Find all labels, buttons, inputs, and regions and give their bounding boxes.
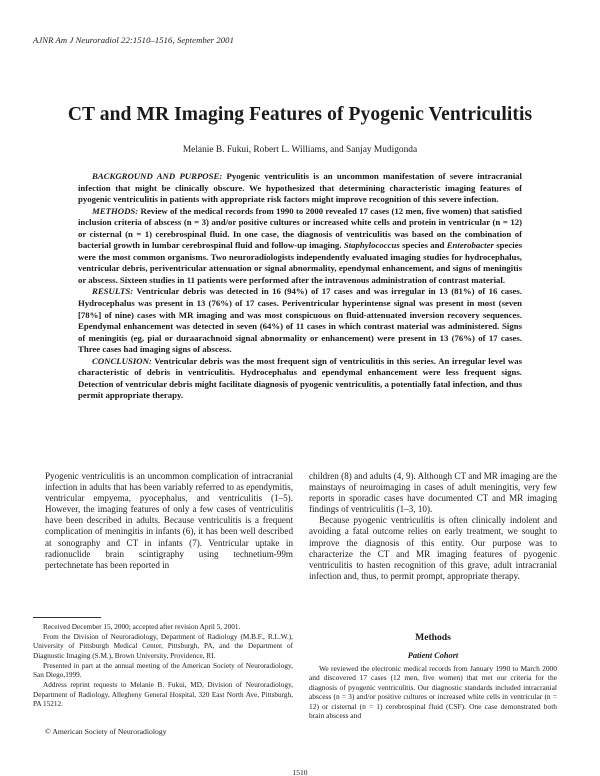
methods-paragraph: We reviewed the electronic medical records from January 1990 to March 2000 and discovered 17 cases (12 men, five women) that met our criteria for the diagnosis of pyogenic ventriculitis. Our diagnostic standards included intracranial abscess (n = 3) and/or positive cultures or increased white cells in ventricular (n = 12) or cisternal (n = 1) cerebrospinal fluid (CSF). One case demonstrated both brain abscess and (309, 664, 557, 721)
abstract-results-heading: RESULTS: (92, 286, 134, 297)
footnote-reprints: Address reprint requests to Melanie B. Fukui, MD, Division of Neuroradiology, Department of Radiology, Allegheny General Hospital, 320 East North Ave, Pittsburgh, PA 15212. (33, 681, 293, 709)
body-right-column (309, 471, 557, 582)
author-list: Melanie B. Fukui, Robert L. Williams, and Sanjay Mudigonda (182, 145, 418, 155)
page-number: 1510 (292, 768, 308, 776)
abstract-background-text: Pyogenic ventriculitis is an uncommon manifestation of severe intracranial infection that might be clinically obscure. We hypothesized that determining characteristic imaging features of pyogenic ventriculitis in patients with appropriate risk factors might improve recognition of this severe infection. (78, 171, 522, 205)
abstract-background-heading: BACKGROUND AND PURPOSE: (92, 171, 223, 181)
abstract-conclusion (78, 356, 522, 402)
abstract-methods-heading: METHODS: (92, 205, 139, 216)
article-title: CT and MR Imaging Features of Pyogenic Ventriculitis (67, 104, 533, 125)
copyright-line: © American Society of Neuroradiology (45, 727, 167, 736)
footnotes (33, 623, 293, 710)
intro-continuation: children (8) and adults (4, 9). Although CT and MR imaging are the mainstays of neuroimaging in cases of adult meningitis, very few reports in sporadic cases have documented CT and MR imaging findings of ventriculitis (1–3, 10). (309, 471, 557, 515)
footnote-rule (33, 617, 101, 618)
body-left-column (45, 471, 293, 571)
abstract-methods (78, 206, 522, 287)
footnote-received: Received December 15, 2000; accepted after revision April 5, 2001. (43, 623, 241, 631)
abstract-results-text: Ventricular debris was detected in 16 (94%) of 17 cases and was irregular in 13 (81%) of 16 cases. Hydrocephalus was present in 13 (76%) of 17 cases. Periventricular hyperintense signal was present in most (seven [78%] of nine) cases with MR imaging and was most conspicuous on fluid-attenuated inversion recovery sequences. Ependymal enhancement was detected in seven (64%) of 11 cases in which contrast material was administered. Signs of meningitis (eg, pial or duraarachnoid signal abnormality or enhancement) were present in 13 (76%) of 17 cases. Three cases had imaging signs of abscess. (78, 286, 522, 355)
organism-staphylococcus: Staphylococcus (343, 240, 400, 251)
footnote-presented: Presented in part at the annual meeting of the American Society of Neuroradiology, San Diego,1999. (33, 661, 293, 680)
running-head: AJNR Am J Neuroradiol 22:1510–1516, September 2001 (33, 35, 234, 45)
abstract-background (78, 171, 522, 206)
abstract-methods-text: Review of the medical records from 1990 to 2000 revealed 17 cases (12 men, five women) that satisfied inclusion criteria of abscess (n = 3) and/or positive cultures or increased white cells and protein in ventricular (n = 12) or cisternal (n = 1) cerebrospinal fluid. In one case, the diagnosis of ventriculitis was based on the combination of bacterial growth in lumbar cerebrospinal fluid and follow-up imaging. (78, 205, 522, 251)
methods-body (309, 664, 557, 721)
methods-heading: Methods (415, 632, 451, 643)
abstract-conclusion-text: Ventricular debris was the most frequent sign of ventriculitis in this series. An irregular level was characteristic of debris in ventriculitis. Hydrocephalus and ependymal enhancement were less frequent signs. Detection of ventricular debris might facilitate diagnosis of pyogenic ventriculitis, a potentially fatal infection, and thus permit appropriate therapy. (78, 355, 522, 401)
abstract-methods-text-3: species were the most common organisms. Two neuroradiologists independently evaluated imaging studies for hydrocephalus, ventricular debris, periventricular attenuation or signal abnormality, ependymal enhancement, and signs of meningitis or abscess. Sixteen studies in 11 patients were performed after the intravenous administration of contrast material. (78, 240, 522, 285)
patient-cohort-heading: Patient Cohort (407, 651, 459, 660)
footnote-affiliation: From the Division of Neuroradiology, Department of Radiology (M.B.F., R.L.W.), University of Pittsburgh Medical Center, Pittsburgh, PA, and the Department of Diagnostic Imaging (S.M.), Brown University, Providence, RI. (33, 633, 293, 660)
abstract (78, 171, 522, 402)
intro-paragraph: Pyogenic ventriculitis is an uncommon complication of intracranial infection in adults that has been variably referred to as ependymitis, ventricular empyema, pyocephalus, and ventriculitis (1–5). However, the imaging features of only a few cases of ventriculitis have been described in adults. Because ventriculitis is a frequent complication of meningitis in infants (6), it has been well described at sonography and CT in infants (7). Ventricular uptake in radionuclide brain scintigraphy using technetium-99m pertechnetate has been reported in (45, 471, 293, 570)
abstract-results (78, 286, 522, 355)
abstract-methods-text-2: species and (399, 240, 447, 251)
organism-enterobacter: Enterobacter (446, 240, 494, 251)
abstract-conclusion-heading: CONCLUSION: (92, 355, 152, 366)
purpose-paragraph: Because pyogenic ventriculitis is often clinically indolent and avoiding a fatal outcome relies on early treatment, we sought to improve the diagnosis of this entity. Our purpose was to characterize the CT and MR imaging features of pyogenic ventriculitis to hasten recognition of this grave, adult intracranial infection and, thus, to permit prompt, appropriate therapy. (309, 515, 557, 581)
